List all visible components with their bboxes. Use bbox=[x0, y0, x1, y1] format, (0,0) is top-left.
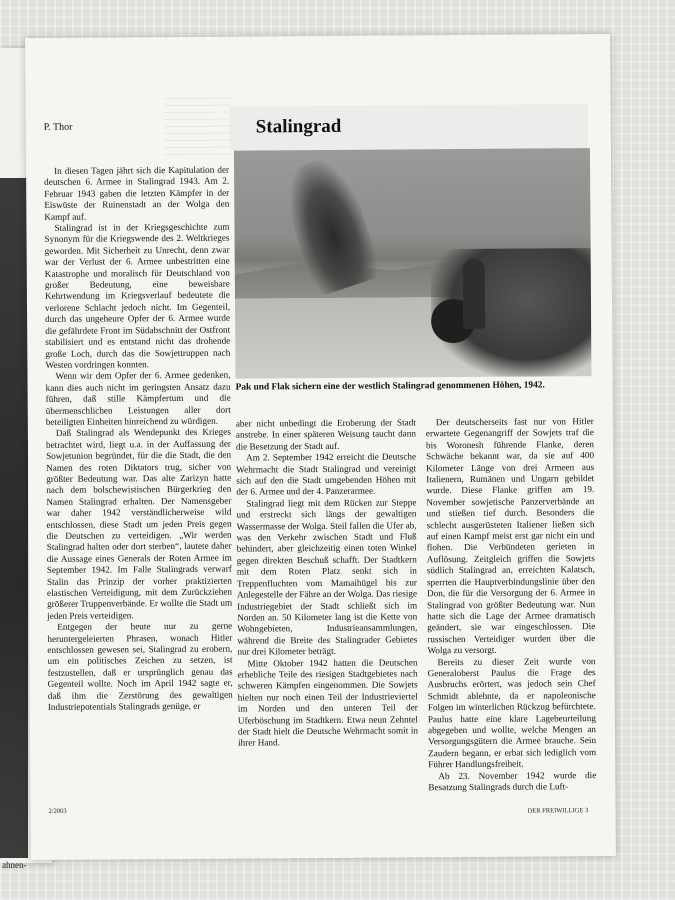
text-column-1 bbox=[44, 165, 233, 714]
paragraph: Mitte Oktober 1942 hatten die Deutschen erhebliche Teile des riesigen Stadtgebietes nach schweren Kämpfen eingenommen. Die Sowjets hielten nur noch einen Teil der Industrieviertel im Norden und den unteren Teil der Uferböschung im Stadtkern. Etwa neun Zehntel der Stadt hielt die Deutsche Wehrmacht somit in ihrer Hand. bbox=[237, 656, 419, 748]
paragraph: Stalingrad ist in der Kriegsgeschichte zum Synonym für die Kriegswende des 2. Weltkrieges geworden. Mit Sicherheit zu Unrecht, denn zwar war der Verlust der 6. Armee unbestritten eine Katastrophe und moralisch für Deutschland von großer Bedeutung, eine beweisbare Kehrtwendung im Kriegsverlauf bedeutete die verlorene Schlacht jedoch nicht. Im Gegenteil, durch das ungeheure Opfer der 6. Armee wurde die gefährdete Front im Südabschnitt der Ostfront stabilisiert und es entstand nicht das drohende große Loch, durch das die Sowjettruppen nach Westen vordringen konnten. bbox=[44, 221, 231, 370]
paragraph: Entgegen der heute nur zu gerne heruntergeleierten Phrasen, wonach Hitler entschlossen gewesen sei, Stalingrad zu erobern, um ein politisches Zeichen zu setzen, ist festzustellen, daß er ursprünglich genau das Gegenteil wollte. Noch im April 1942 sagte er, daß ihm die Zerstörung des gewaltigen Industriepotentials Stalingrads genüge, er bbox=[47, 620, 233, 713]
photo-soldier bbox=[463, 259, 485, 329]
issue-number: 2/2003 bbox=[48, 807, 67, 815]
paragraph: Ab 23. November 1942 wurde die Besatzung Stalingrads durch die Luft- bbox=[428, 769, 597, 793]
magazine-page bbox=[25, 34, 616, 860]
left-page-text-fragment: ahnen- bbox=[2, 860, 27, 870]
author-name: P. Thor bbox=[43, 121, 73, 133]
paragraph: In diesen Tagen jährt sich die Kapitulation der deutschen 6. Armee in Stalingrad 1943. Am 2. Februar 1943 gaben die letzten Kämpfer in der Eiswüste der Ruinenstadt an der Wolga den Kampf auf. bbox=[44, 164, 230, 222]
paragraph: Am 2. September 1942 erreicht die Deutsche Wehrmacht die Stadt Stalingrad und vereinigt sich auf den die Stadt umgebenden Höhen mit der 6. Armee und der 4. Panzerarmee. bbox=[236, 451, 417, 498]
text-column-2 bbox=[236, 417, 418, 749]
show-through-text bbox=[164, 95, 230, 155]
paragraph: Wenn wir dem Opfer der 6. Armee gedenken, kann dies auch nicht im geringsten Ansatz dazu führen, daß stille Kämpfertum und die übermenschlichen Leistungen aller dort beteiligten Einheiten hinreichend zu würdigen. bbox=[45, 369, 231, 427]
photo-caption: Pak und Flak sichern eine der westlich Stalingrad genommenen Höhen, 1942. bbox=[235, 380, 545, 393]
text-column-3 bbox=[426, 416, 597, 794]
page-footer: DER FREIWILLIGE 3 bbox=[527, 807, 589, 815]
article-photo bbox=[234, 148, 592, 378]
paragraph: Bereits zu dieser Zeit wurde von Generaloberst Paulus die Frage des Ausbruchs erörtert, was jedoch sein Chef Schmidt ablehnte, da er napoleonische Folgen im winterlichen Rückzug befürchtete. Paulus hatte eine klare Lagebeurteilung abgegeben und wollte, welche Mengen an Versorgungsgütern die Armee brauche. Sein Zaudern begann, er erbat sich lediglich vom Führer Handlungsfreiheit. bbox=[427, 655, 597, 770]
paragraph: Stalingrad liegt mit dem Rücken zur Steppe und erstreckt sich längs der gewaltigen Wassermasse der Wolga. Steil fallen die Ufer ab, was den Verkehr zwischen Stadt und Fluß behindert, aber gleichzeitig einen toten Winkel gegen direkten Beschuß schafft. Der Stadtkern mit dem Roten Platz senkt sich in Treppenfluchten vom Mamaihügel bis zur Anlegestelle der Fähre an der Wolga. Das riesige Industriegebiet der Stadt schließt sich im Norden an. 50 Kilometer lang ist die Kette von Wohngebieten, Industrieansammlungen, während die Breite des Stalingrader Gebietes nur drei Kilometer beträgt. bbox=[236, 497, 418, 657]
left-page-photo-strip bbox=[0, 178, 28, 858]
paragraph: Daß Stalingrad als Wendepunkt des Krieges betrachtet wird, liegt u.a. in der Auffassung der Sowjetunion begründet, für die die Stadt, die den Namen des roten Diktators trug, sicher von größter Bedeutung war. Das alte Zarizyn hatte nach dem bolschewistischen Bürgerkrieg den Namen Stalingrad erhalten. Der Namensgeber war daher 1942 verständlicherweise wild entschlossen, diese Stadt um jeden Preis gegen die Deutschen zu verteidigen. „Wir werden Stalingrad halten oder dort sterben“, lautete daher die Aussage eines Generals der Roten Armee im September 1942. Im Falle Stalingrads verwarf Stalin das Prinzip der vorher praktizierten elastischen Verteidigung, mit dem Zurückziehen größerer Truppenverbände. Er wollte die Stadt um jeden Preis verteidigen. bbox=[45, 426, 233, 621]
paragraph: Der deutscherseits fast nur von Hitler erwartete Gegenangriff der Sowjets traf die bis Woronesh führende Flanke, deren Schwäche bekannt war, da sie auf 400 Kilometer Länge von drei Armeen aus Italienern, Rumänen und Ungarn gebildet wurde. Diese Flanke griffen am 19. November sowjetische Panzerverbände an und stießen tief durch. Besonders die schlecht ausgerüsteten Italiener ließen sich auf einen Kampf meist erst gar nicht ein und flohen. Die Verbündeten gerieten in Auflösung. Zeitgleich griffen die Sowjets südlich Stalingrad an, erreichten Kalatsch, sperrten die Hauptverbindungslinie über den Don, die für die Versorgung der 6. Armee in Stalingrad von größter Bedeutung war. Nun hatte sich die Lage der Armee dramatisch geändert, sie war eingeschlossen. Die russischen Verteidiger wurden über die Wolga zu versorgt. bbox=[425, 416, 596, 656]
paragraph: aber nicht unbedingt die Eroberung der Stadt anstrebe. In einer späteren Weisung taucht dann die Besetzung der Stadt auf. bbox=[235, 417, 416, 452]
article-title: Stalingrad bbox=[255, 115, 342, 138]
